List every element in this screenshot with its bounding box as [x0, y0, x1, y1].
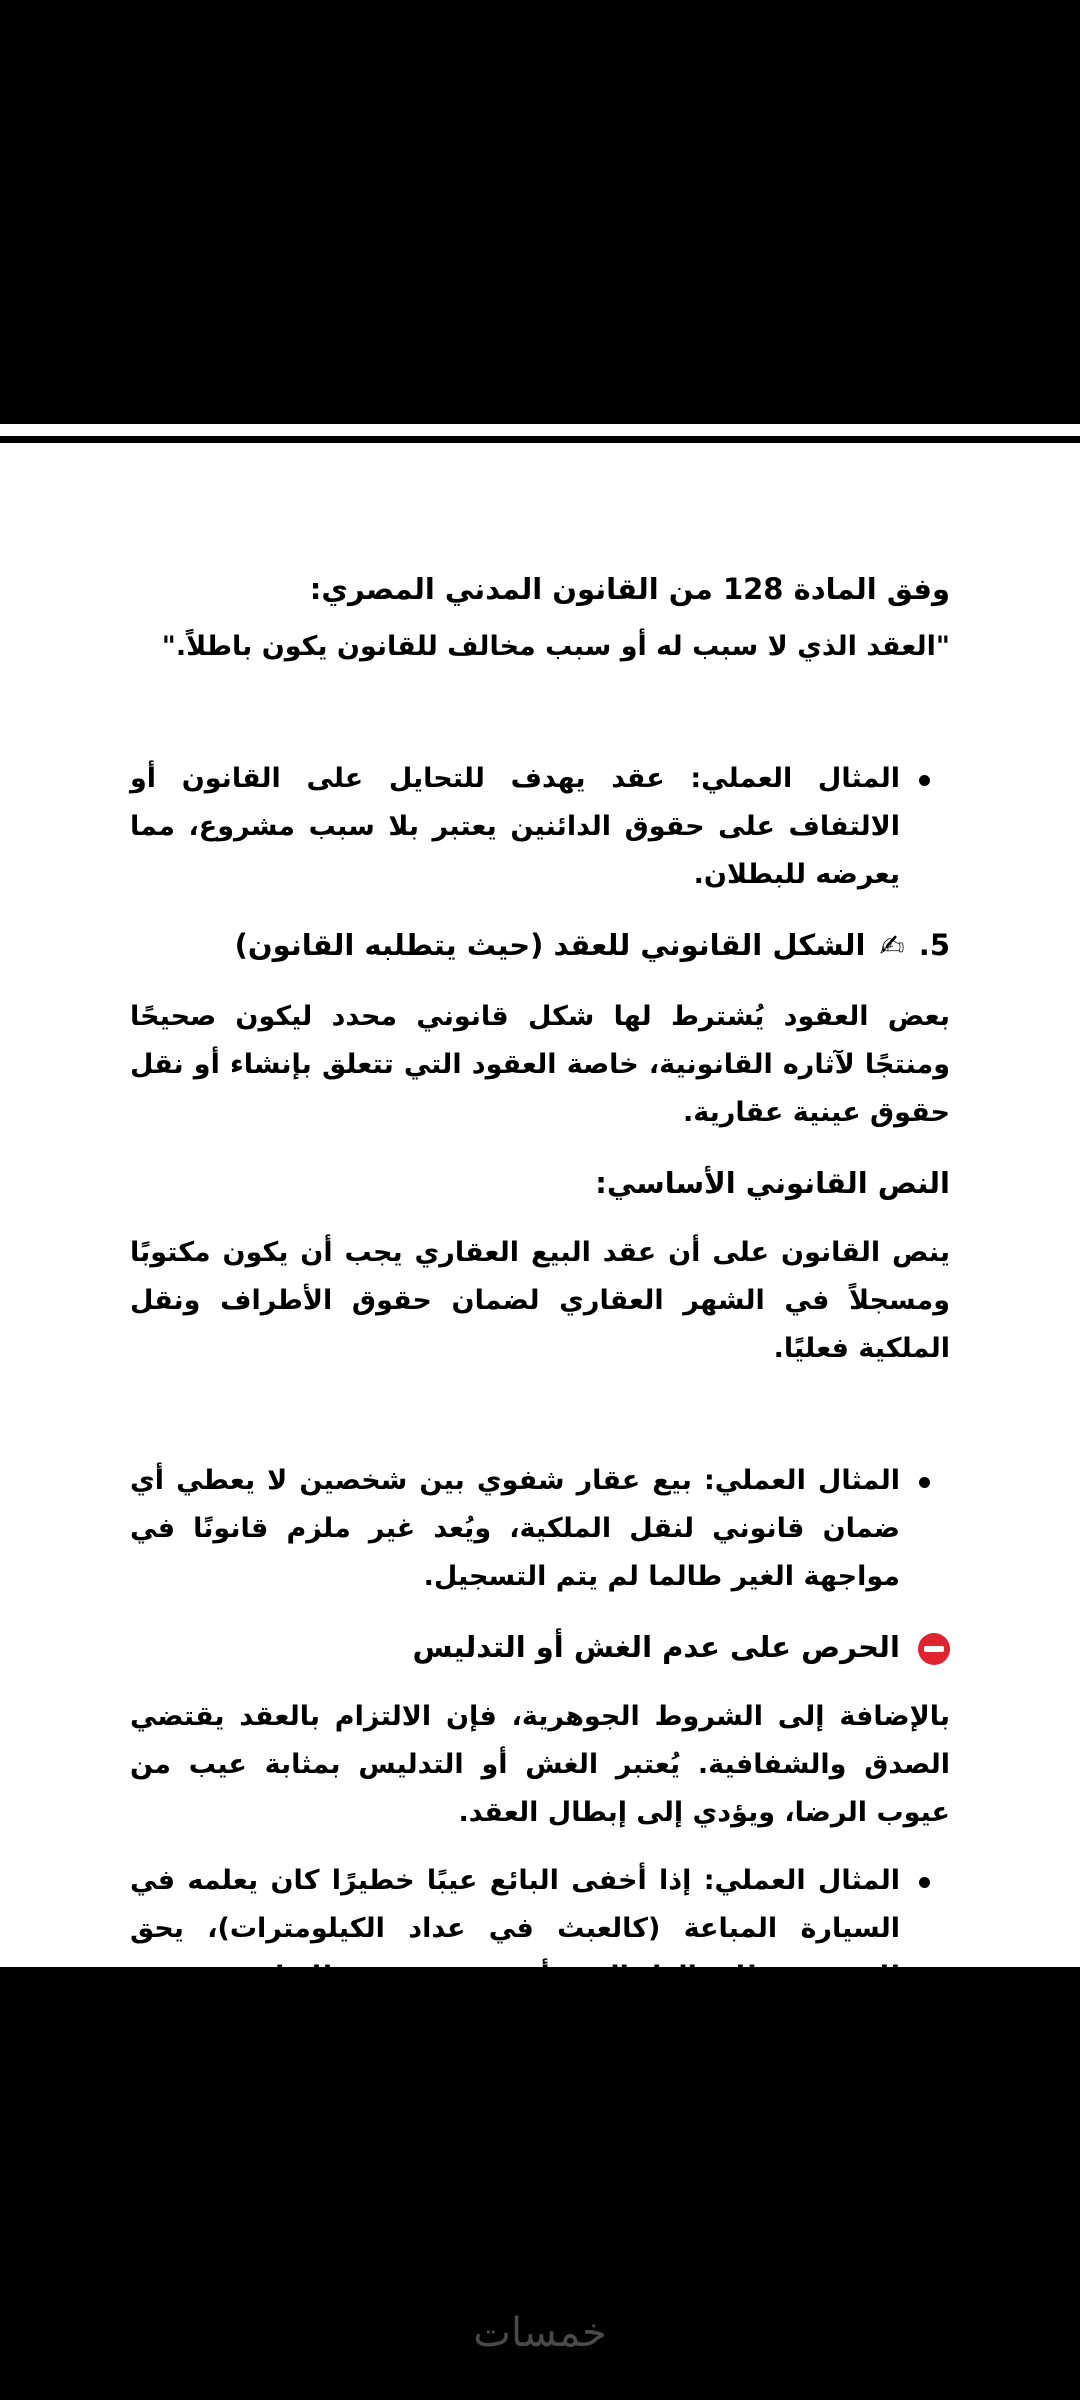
list-item	[130, 1457, 900, 1601]
writing-hand-icon: ✍	[879, 929, 905, 964]
list-item	[130, 755, 900, 899]
fraud-body: بالإضافة إلى الشروط الجوهرية، فإن الالتزام بالعقد يقتضي الصدق والشفافية. يُعتبر الغش أو التدليس بمثابة عيب من عيوب الرضا، ويؤدي إلى إبطال العقد.	[130, 1701, 950, 1828]
section-5-body: بعض العقود يُشترط لها شكل قانوني محدد ليكون صحيحًا ومنتجًا لآثاره القانونية، خاصة العقود التي تتعلق بإنشاء أو نقل حقوق عينية عقارية.	[130, 1001, 950, 1128]
bullet-dot-icon	[919, 775, 930, 786]
basic-text-label: النص القانوني الأساسي:	[595, 1166, 950, 1200]
document-page	[0, 443, 1080, 1967]
example-1-block	[130, 755, 950, 899]
bullet-dot-icon	[919, 1477, 930, 1488]
no-entry-icon	[918, 1633, 950, 1665]
example-1-text: المثال العملي: عقد يهدف للتحايل على القانون أو الالتفاف على حقوق الدائنين يعتبر بلا سبب مشروع، مما يعرضه للبطلان.	[130, 763, 900, 890]
example-3-text: المثال العملي: إذا أخفى البائع عيبًا خطيرًا كان يعلمه في السيارة المباعة (كالعبث في عداد الكيلومترات)، يحق	[130, 1865, 900, 1944]
section-5-heading	[130, 919, 950, 973]
section-5-number: 5.	[918, 928, 950, 962]
document-content	[130, 563, 950, 2001]
section-5-title: الشكل القانوني للعقد (حيث يتطلبه القانون)	[234, 928, 866, 962]
article-intro: وفق المادة 128 من القانون المدني المصري:	[309, 572, 950, 606]
bullet-dot-icon	[919, 1877, 930, 1888]
basic-text-body: ينص القانون على أن عقد البيع العقاري يجب أن يكون مكتوبًا ومسجلاً في الشهر العقاري لضمان حقوق الأطراف ونقل الملكية فعليًا.	[130, 1237, 950, 1364]
article-quote: "العقد الذي لا سبب له أو سبب مخالف للقانون يكون باطلاً."	[161, 631, 950, 662]
fraud-title: الحرص على عدم الغش أو التدليس	[412, 1630, 900, 1664]
example-2-text: المثال العملي: بيع عقار شفوي بين شخصين لا يعطي أي ضمان قانوني لنقل الملكية، ويُعد غير ملزم قانونًا في مواجهة الغير طالما لم يتم التسجيل.	[130, 1465, 900, 1592]
top-divider	[0, 424, 1080, 436]
fraud-heading	[130, 1621, 950, 1673]
top-black-area	[0, 0, 1080, 424]
watermark-logo: خمسات	[473, 2310, 607, 2356]
example-2-block	[130, 1457, 950, 1601]
